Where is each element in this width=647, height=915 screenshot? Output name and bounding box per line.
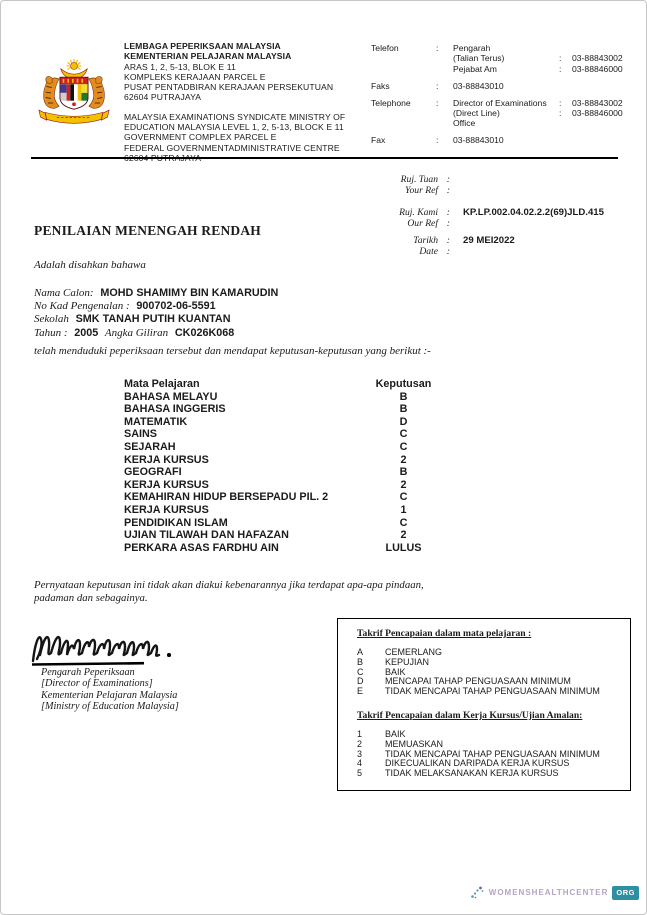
grade: C — [399, 440, 408, 453]
issuer-address-block — [124, 41, 345, 163]
colon: : — [446, 207, 450, 218]
subject: SAINS — [124, 428, 157, 441]
list-item — [357, 687, 622, 697]
table-row — [124, 454, 446, 467]
contact-sublabel: Pejabat Am — [453, 63, 497, 74]
ref-row — [333, 174, 604, 185]
table-row — [124, 466, 446, 479]
index-number: CK026K068 — [174, 326, 235, 339]
candidate-school-line — [34, 313, 282, 326]
colon: : — [446, 235, 450, 246]
grade-key: C — [357, 666, 364, 677]
table-row — [124, 479, 446, 492]
colon: : — [446, 185, 450, 196]
contact-row — [371, 118, 623, 128]
grade: 2 — [400, 453, 407, 466]
colon: : — [436, 97, 439, 108]
subject: KERJA KURSUS — [124, 453, 209, 466]
candidate-name-line — [34, 287, 282, 300]
column-header-subject: Mata Pelajaran — [124, 378, 200, 390]
contact-label: Fax — [371, 135, 386, 146]
field-label: Angka Giliran — [104, 326, 169, 339]
ref-row — [333, 246, 604, 257]
candidate-name: MOHD SHAMIMY BIN KAMARUDIN — [100, 287, 279, 299]
code-meaning: MEMUASKAN — [385, 738, 444, 749]
grade-meaning: BAIK — [385, 666, 406, 677]
colon: : — [559, 53, 562, 64]
contact-sublabel: Office — [453, 118, 476, 129]
subject: GEOGRAFI — [124, 466, 182, 479]
legend-grade-list — [357, 648, 622, 697]
grade: LULUS — [385, 541, 422, 554]
contact-row — [371, 108, 623, 118]
contact-row — [371, 81, 623, 91]
grading-legend-box — [337, 618, 631, 791]
colon: : — [436, 135, 439, 146]
ref-label: Ruj. Tuan — [400, 174, 438, 185]
subject: PENDIDIKAN ISLAM — [124, 516, 228, 529]
document-title: PENILAIAN MENENGAH RENDAH — [34, 223, 262, 238]
header-divider — [31, 157, 618, 159]
grade: D — [399, 415, 408, 428]
legend-code-list — [357, 730, 622, 779]
intro-line: Adalah disahkan bahawa — [34, 259, 146, 271]
ref-label: Our Ref — [407, 218, 438, 229]
grade-key: E — [357, 686, 364, 697]
field-label: No Kad Pengenalan : — [34, 300, 130, 313]
ref-row — [333, 235, 604, 246]
contact-row — [371, 64, 623, 74]
results-header-row — [124, 378, 446, 391]
signatory-title-line: Pengarah Peperiksaan — [41, 667, 135, 678]
candidate-ic-line — [34, 300, 282, 313]
colon: : — [436, 80, 439, 91]
table-row — [124, 504, 446, 517]
address-line: 62604 PUTRAJAYA — [124, 92, 202, 103]
colon: : — [436, 43, 439, 53]
legend-heading-subjects: Takrif Pencapaian dalam mata pelajaran : — [357, 628, 532, 639]
colon: : — [559, 63, 562, 74]
code-key: 1 — [357, 728, 363, 739]
grade-meaning: MENCAPAI TAHAP PENGUASAAN MINIMUM — [385, 676, 571, 687]
issuer-name-line: LEMBAGA PEPERIKSAAN MALAYSIA — [124, 41, 281, 51]
grade-meaning: KEPUJIAN — [385, 656, 430, 667]
issuer-name-line: KEMENTERIAN PELAJARAN MALAYSIA — [124, 51, 292, 62]
signatory-titles — [41, 667, 179, 713]
signature-period-dot — [167, 653, 171, 657]
grade: C — [399, 516, 408, 529]
table-row — [124, 416, 446, 429]
grade-key: D — [357, 676, 364, 687]
contact-label: Telephone — [371, 97, 411, 108]
address-line-en: EDUCATION MALAYSIA LEVEL 1, 2, 5-13, BLOCK E 11 — [124, 122, 344, 133]
contact-value: Pengarah — [453, 43, 491, 53]
legend-heading-coursework: Takrif Pencapaian dalam Kerja Kursus/Ujian Amalan: — [357, 709, 583, 721]
candidate-year-line — [34, 327, 282, 340]
subject: BAHASA MELAYU — [124, 390, 218, 403]
colon: : — [446, 246, 450, 257]
subject: UJIAN TILAWAH DAN HAFAZAN — [124, 529, 289, 542]
contact-sublabel: (Talian Terus) — [453, 53, 505, 64]
exam-year: 2005 — [74, 326, 99, 339]
subject: KEMAHIRAN HIDUP BERSEPADU PIL. 2 — [124, 491, 329, 504]
grade-meaning: TIDAK MENCAPAI TAHAP PENGUASAAN MINIMUM — [385, 686, 600, 697]
ref-label: Your Ref — [405, 185, 438, 196]
grade: C — [399, 491, 408, 504]
address-line: ARAS 1, 2, 5-13, BLOK E 11 — [124, 61, 236, 72]
phone-number: 03-88843010 — [453, 80, 504, 91]
colon: : — [559, 108, 562, 119]
table-row — [124, 517, 446, 530]
grade: B — [399, 403, 408, 416]
contact-row — [371, 135, 623, 145]
table-row — [124, 529, 446, 542]
subject: BAHASA INGGERIS — [124, 403, 226, 416]
subject: MATEMATIK — [124, 415, 188, 428]
disclaimer-line: Pernyataan keputusan ini tidak akan diakui kebenarannya jika terdapat apa-apa pindaan, — [34, 579, 424, 591]
ref-row — [333, 185, 604, 196]
director-signature — [30, 625, 170, 667]
subject: SEJARAH — [124, 440, 176, 453]
code-meaning: TIDAK MENCAPAI TAHAP PENGUASAAN MINIMUM — [385, 748, 600, 759]
contact-block — [371, 43, 623, 146]
grade: C — [399, 428, 408, 441]
contact-row — [371, 53, 623, 63]
subject: KERJA KURSUS — [124, 478, 209, 491]
ref-label: Date — [419, 246, 438, 257]
table-row — [124, 403, 446, 416]
ref-row — [333, 218, 604, 229]
results-table — [124, 378, 446, 554]
subject: KERJA KURSUS — [124, 503, 209, 516]
address-line-en: FEDERAL GOVERNMENTADMINISTRATIVE CENTRE — [124, 142, 340, 153]
table-row — [124, 428, 446, 441]
ref-row — [333, 207, 604, 218]
contact-sublabel: (Direct Line) — [453, 108, 500, 119]
address-line: KOMPLEKS KERAJAAN PARCEL E — [124, 71, 266, 82]
grade-meaning: CEMERLANG — [385, 647, 443, 657]
candidate-details — [34, 287, 282, 340]
subject: PERKARA ASAS FARDHU AIN — [124, 541, 279, 554]
grade-key: B — [357, 656, 364, 667]
code-meaning: TIDAK MELAKSANAKAN KERJA KURSUS — [385, 768, 559, 779]
issue-date: 29 MEI2022 — [463, 235, 515, 246]
phone-number: 03-88843010 — [453, 135, 504, 146]
table-row — [124, 441, 446, 454]
code-key: 3 — [357, 748, 363, 759]
colon: : — [446, 174, 450, 185]
phone-number: 03-88846000 — [572, 108, 623, 119]
grade: 2 — [400, 529, 407, 542]
address-line-en: MALAYSIA EXAMINATIONS SYNDICATE MINISTRY OF — [124, 111, 346, 122]
colon: : — [559, 97, 562, 108]
grade: 1 — [400, 503, 407, 516]
code-key: 2 — [357, 738, 363, 749]
ref-label: Tarikh — [413, 235, 438, 246]
grade-key: A — [357, 647, 364, 657]
reference-block — [333, 174, 604, 257]
grade: 2 — [400, 478, 407, 491]
colon: : — [446, 218, 450, 229]
contact-row — [371, 98, 623, 108]
phone-number: 03-88843002 — [572, 53, 623, 64]
watermark-text: WOMENSHEALTHCENTER — [488, 888, 609, 897]
table-row — [124, 542, 446, 555]
contact-row — [371, 43, 623, 53]
our-ref-number: KP.LP.002.04.02.2.2(69)JLD.415 — [463, 207, 604, 218]
candidate-ic-number: 900702-06-5591 — [136, 300, 216, 313]
sparkle-dots-icon — [470, 885, 485, 900]
phone-number: 03-88843002 — [572, 97, 623, 108]
table-row — [124, 391, 446, 404]
signatory-title-line: [Director of Examinations] — [41, 678, 153, 690]
table-row — [124, 491, 446, 504]
code-meaning: DIKECUALIKAN DARIPADA KERJA KURSUS — [385, 758, 570, 769]
signatory-title-line: [Ministry of Education Malaysia] — [41, 701, 179, 713]
signatory-title-line: Kementerian Pelajaran Malaysia — [41, 689, 178, 701]
site-watermark — [1, 885, 639, 900]
grade: B — [399, 390, 408, 403]
ref-label: Ruj. Kami — [399, 207, 438, 218]
list-item — [357, 769, 622, 779]
field-label: Tahun : — [34, 326, 68, 339]
field-label: Nama Calon: — [34, 287, 94, 299]
watermark-org-badge: ORG — [612, 886, 639, 900]
disclaimer-line: padaman dan sebagainya. — [34, 592, 148, 604]
address-line-en: GOVERNMENT COMPLEX PARCEL E — [124, 132, 277, 143]
grade: B — [399, 466, 408, 479]
column-header-result: Keputusan — [375, 378, 432, 390]
address-line: PUSAT PENTADBIRAN KERAJAAN PERSEKUTUAN — [124, 82, 334, 93]
results-statement: telah menduduki peperiksaan tersebut dan mendapat keputusan-keputusan yang berikut :- — [34, 345, 431, 357]
contact-label: Telefon — [371, 43, 399, 53]
malaysia-coat-of-arms-logo — [35, 58, 113, 134]
candidate-school: SMK TANAH PUTIH KUANTAN — [75, 313, 231, 326]
contact-value: Director of Examinations — [453, 97, 547, 108]
phone-number: 03-88846000 — [572, 63, 623, 74]
field-label: Sekolah — [34, 313, 69, 326]
code-meaning: BAIK — [385, 728, 406, 739]
disclaimer — [34, 579, 424, 605]
code-key: 5 — [357, 768, 363, 779]
contact-label: Faks — [371, 80, 390, 91]
code-key: 4 — [357, 758, 363, 769]
